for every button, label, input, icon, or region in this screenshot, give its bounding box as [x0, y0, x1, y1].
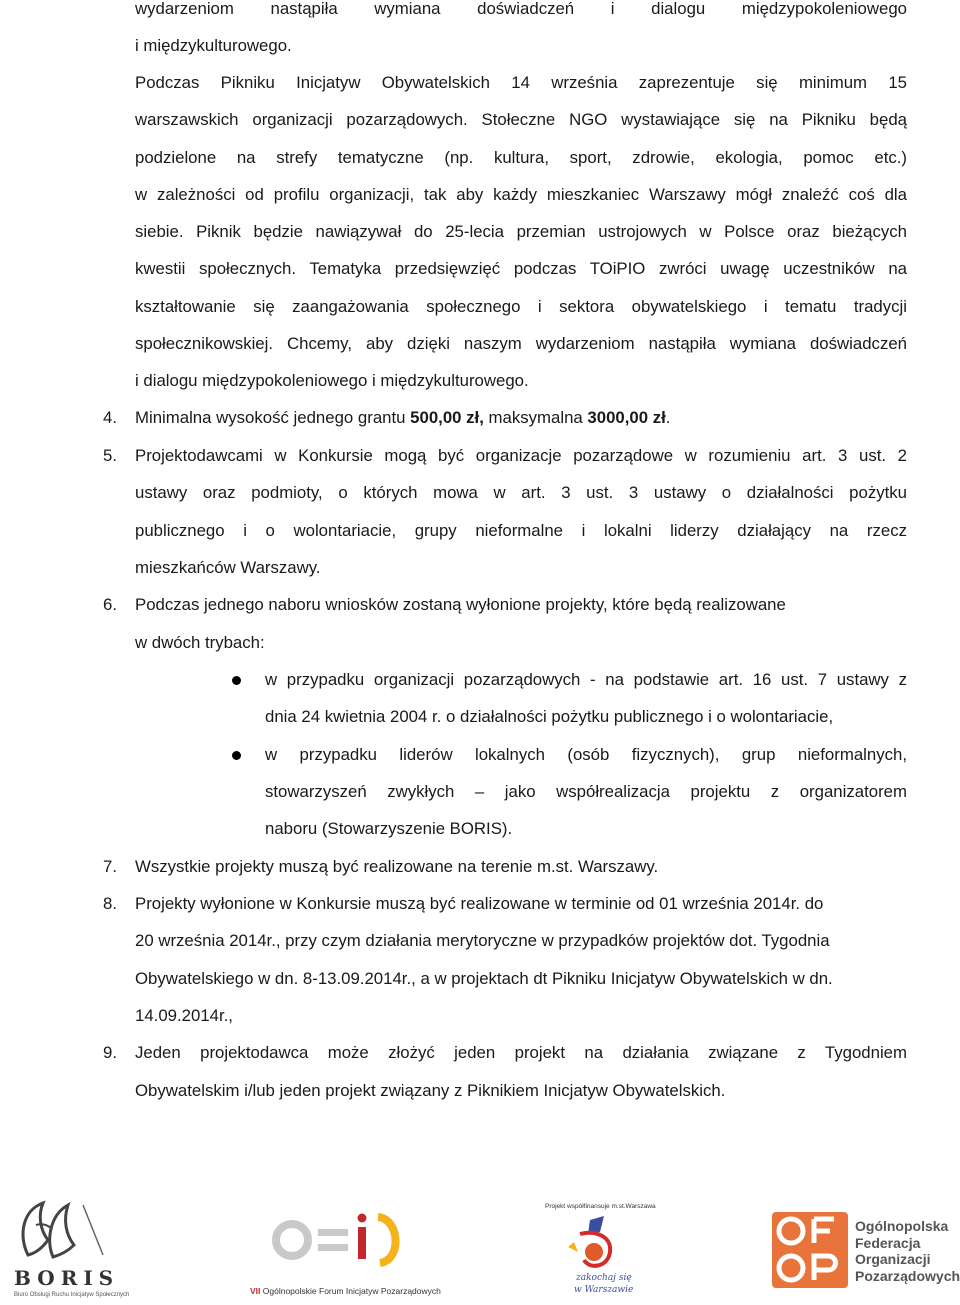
um-warszawa-logo	[560, 1212, 640, 1297]
list-item-text: Jeden projektodawca może złożyć jeden projekt na działania związane z Tygodniem	[135, 1043, 907, 1062]
bullet-text: stowarzyszeń zwykłych – jako współrealizacja projektu z organizatorem	[265, 782, 907, 801]
list-item-text: w dwóch trybach:	[135, 633, 265, 652]
paragraph-line: w zależności od profilu organizacji, tak aby każdy mieszkaniec Warszawy mógł znaleźć coś dla	[135, 185, 907, 204]
bullet-icon	[232, 676, 241, 685]
paragraph-line: warszawskich organizacji pozarządowych. Stołeczne NGO wystawiające się na Pikniku będą	[135, 110, 907, 129]
paragraph-line: społecznikowskiej. Chcemy, aby dzięki naszym wydarzeniom nastąpiła wymiana doświadczeń	[135, 334, 907, 353]
list-number: 7.	[103, 857, 117, 876]
list-item-text: Obywatelskim i/lub jeden projekt związany z Piknikiem Inicjatyw Obywatelskich.	[135, 1081, 726, 1100]
ofip-mark-icon	[270, 1205, 410, 1280]
paragraph-line: i międzykulturowego.	[135, 36, 292, 55]
svg-text:zakochaj się: zakochaj się	[576, 1273, 632, 1283]
paragraph-line: siebie. Piknik będzie nawiązywał do 25-lecia przemian ustrojowych w Polsce oraz bieżących	[135, 222, 907, 241]
list-item-text: Wszystkie projekty muszą być realizowane na terenie m.st. Warszawy.	[135, 857, 659, 876]
list-number: 4.	[103, 408, 117, 427]
list-item-text: Obywatelskiego w dn. 8-13.09.2014r., a w projektach dt Pikniku Inicjatyw Obywatelskich w dn.	[135, 969, 833, 988]
list-number: 6.	[103, 595, 117, 614]
bullet-text: dnia 24 kwietnia 2004 r. o działalności pożytku publicznego i o wolontariacie,	[265, 707, 834, 726]
list-item-text: 14.09.2014r.,	[135, 1006, 233, 1025]
forum-caption: VII Ogólnopolskie Forum Inicjatyw Pozarządowych	[250, 1286, 441, 1296]
paragraph-line: wydarzeniom nastąpiła wymiana doświadczeń i dialogu międzypokoleniowego	[135, 0, 907, 18]
list-item-text: Projekty wyłonione w Konkursie muszą być realizowane w terminie od 01 września 2014r. do	[135, 894, 824, 913]
list-number: 9.	[103, 1043, 117, 1062]
list-item-text: mieszkańców Warszawy.	[135, 558, 321, 577]
list-item-text: publicznego i o wolontariacie, grupy nieformalne i lokalni liderzy działający na rzecz	[135, 521, 907, 540]
list-item-text: Projektodawcami w Konkursie mogą być organizacje pozarządowe w rozumieniu art. 3 ust. 2	[135, 446, 907, 465]
bullet-text: w przypadku organizacji pozarządowych - na podstawie art. 16 ust. 7 ustawy z	[265, 670, 907, 689]
list-item-text: Minimalna wysokość jednego grantu 500,00 zł, maksymalna 3000,00 zł.	[135, 408, 671, 427]
bullet-icon	[232, 751, 241, 760]
list-number: 5.	[103, 446, 117, 465]
um-caption: Projekt współfinansuje m.st.Warszawa	[545, 1203, 656, 1210]
paragraph-line: i dialogu międzypokoleniowego i międzykulturowego.	[135, 371, 529, 390]
paragraph-line: podzielone na strefy tematyczne (np. kultura, sport, zdrowie, ekologia, pomoc etc.)	[135, 148, 907, 167]
boris-wordmark: BORIS	[14, 1266, 120, 1290]
bullet-text: w przypadku liderów lokalnych (osób fizycznych), grup nieformalnych,	[265, 745, 907, 764]
list-number: 8.	[103, 894, 117, 913]
list-item-text: ustawy oraz podmioty, o których mowa w art. 3 ust. 3 ustawy o działalności pożytku	[135, 483, 907, 502]
svg-text:w Warszawie: w Warszawie	[574, 1285, 634, 1295]
ofop-wordmark: Ogólnopolska Federacja Organizacji Pozarządowych	[855, 1218, 960, 1284]
paragraph-line: kwestii społecznych. Tematyka przedsięwzięć podczas TOiPIO zwróci uwagę uczestników na	[135, 259, 907, 278]
forum-logo	[270, 1205, 410, 1280]
ofop-mark-icon	[772, 1212, 848, 1288]
paragraph-line: Podczas Pikniku Inicjatyw Obywatelskich 14 września zaprezentuje się minimum 15	[135, 73, 907, 92]
paragraph-line: kształtowanie się zaangażowania społecznego i sektora obywatelskiego i tematu tradycji	[135, 297, 907, 316]
list-item-text: 20 września 2014r., przy czym działania merytoryczne w przypadków projektów dot. Tygodnia	[135, 931, 830, 950]
bullet-text: naboru (Stowarzyszenie BORIS).	[265, 819, 513, 838]
warszawa-siren-icon	[560, 1212, 640, 1297]
boris-faces-icon	[8, 1195, 118, 1265]
ofop-logo	[772, 1212, 848, 1288]
boris-subtitle: Biuro Obsługi Ruchu Inicjatyw Społecznych	[14, 1292, 130, 1298]
list-item-text: Podczas jednego naboru wniosków zostaną wyłonione projekty, które będą realizowane	[135, 595, 786, 614]
